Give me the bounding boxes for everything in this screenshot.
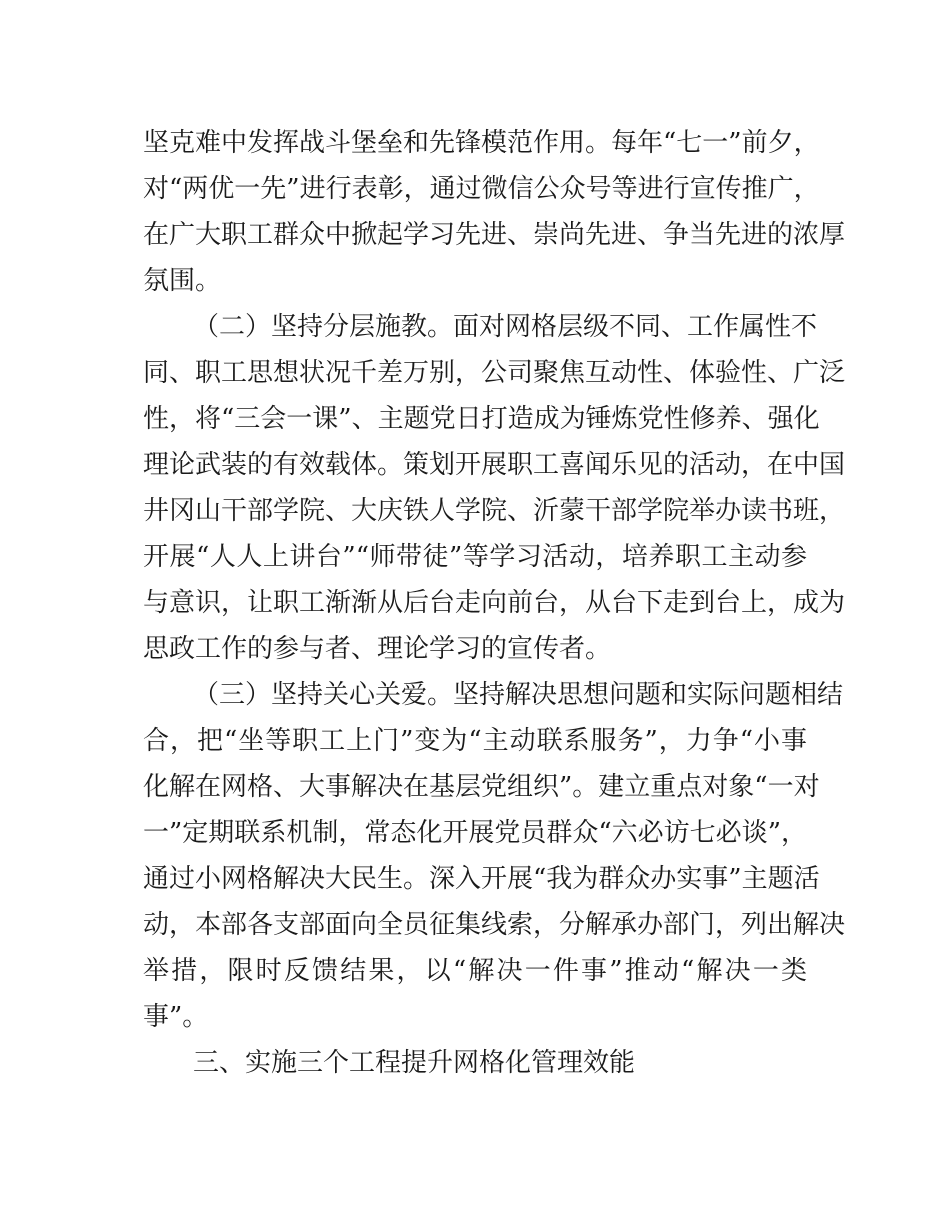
- line-text: 事”。: [143, 1002, 209, 1032]
- text-line: [0, 442, 950, 488]
- section-heading: [0, 1040, 950, 1086]
- text-line: [0, 718, 950, 764]
- text-line: [0, 994, 950, 1040]
- text-line: [0, 902, 950, 948]
- line-text: （二）坚持分层施教。面对网格层级不同、工作属性不: [193, 312, 818, 342]
- line-text: 理论武装的有效载体。策划开展职工喜闻乐见的活动，在中国: [143, 450, 846, 480]
- line-text: 在广大职工群众中掀起学习先进、崇尚先进、争当先进的浓厚: [143, 220, 846, 250]
- heading-text: 三、实施三个工程提升网格化管理效能: [193, 1048, 636, 1078]
- text-line: [0, 672, 950, 718]
- text-line: [0, 580, 950, 626]
- line-text: 井冈山干部学院、大庆铁人学院、沂蒙干部学院举办读书班，: [143, 496, 846, 526]
- line-text: 化解在网格、大事解决在基层党组织”。建立重点对象“一对: [143, 772, 820, 802]
- text-line: [0, 534, 950, 580]
- text-line: [0, 304, 950, 350]
- line-text: （三）坚持关心关爱。坚持解决思想问题和实际问题相结: [193, 680, 844, 710]
- text-line: [0, 212, 950, 258]
- line-text: 坚克难中发挥战斗堡垒和先锋模范作用。每年“七一”前夕，: [143, 128, 820, 158]
- line-text: 举措，限时反馈结果，以“解决一件事”推动“解决一类: [143, 956, 807, 986]
- text-line: [0, 810, 950, 856]
- text-line: [0, 626, 950, 672]
- text-line: [0, 764, 950, 810]
- line-text: 对“两优一先”进行表彰，通过微信公众号等进行宣传推广，: [143, 174, 820, 204]
- line-text: 思政工作的参与者、理论学习的宣传者。: [143, 634, 612, 664]
- line-text: 开展“人人上讲台”“师带徒”等学习活动，培养职工主动参: [143, 542, 807, 572]
- line-text: 氛围。: [143, 266, 222, 296]
- text-line: [0, 856, 950, 902]
- text-line: [0, 350, 950, 396]
- text-line: [0, 396, 950, 442]
- line-text: 一”定期联系机制，常态化开展党员群众“六必访七必谈”，: [143, 818, 807, 848]
- line-text: 与意识，让职工渐渐从后台走向前台，从台下走到台上，成为: [143, 588, 846, 618]
- line-text: 性，将“三会一课”、主题党日打造成为锤炼党性修养、强化: [143, 404, 820, 434]
- line-text: 合，把“坐等职工上门”变为“主动联系服务”，力争“小事: [143, 726, 807, 756]
- text-line: [0, 120, 950, 166]
- text-line: [0, 948, 950, 994]
- line-text: 通过小网格解决大民生。深入开展“我为群众办实事”主题活: [143, 864, 820, 894]
- line-text: 动，本部各支部面向全员征集线索，分解承办部门，列出解决: [143, 910, 846, 940]
- text-line: [0, 166, 950, 212]
- text-line: [0, 488, 950, 534]
- text-line: [0, 258, 950, 304]
- line-text: 同、职工思想状况千差万别，公司聚焦互动性、体验性、广泛: [143, 358, 846, 388]
